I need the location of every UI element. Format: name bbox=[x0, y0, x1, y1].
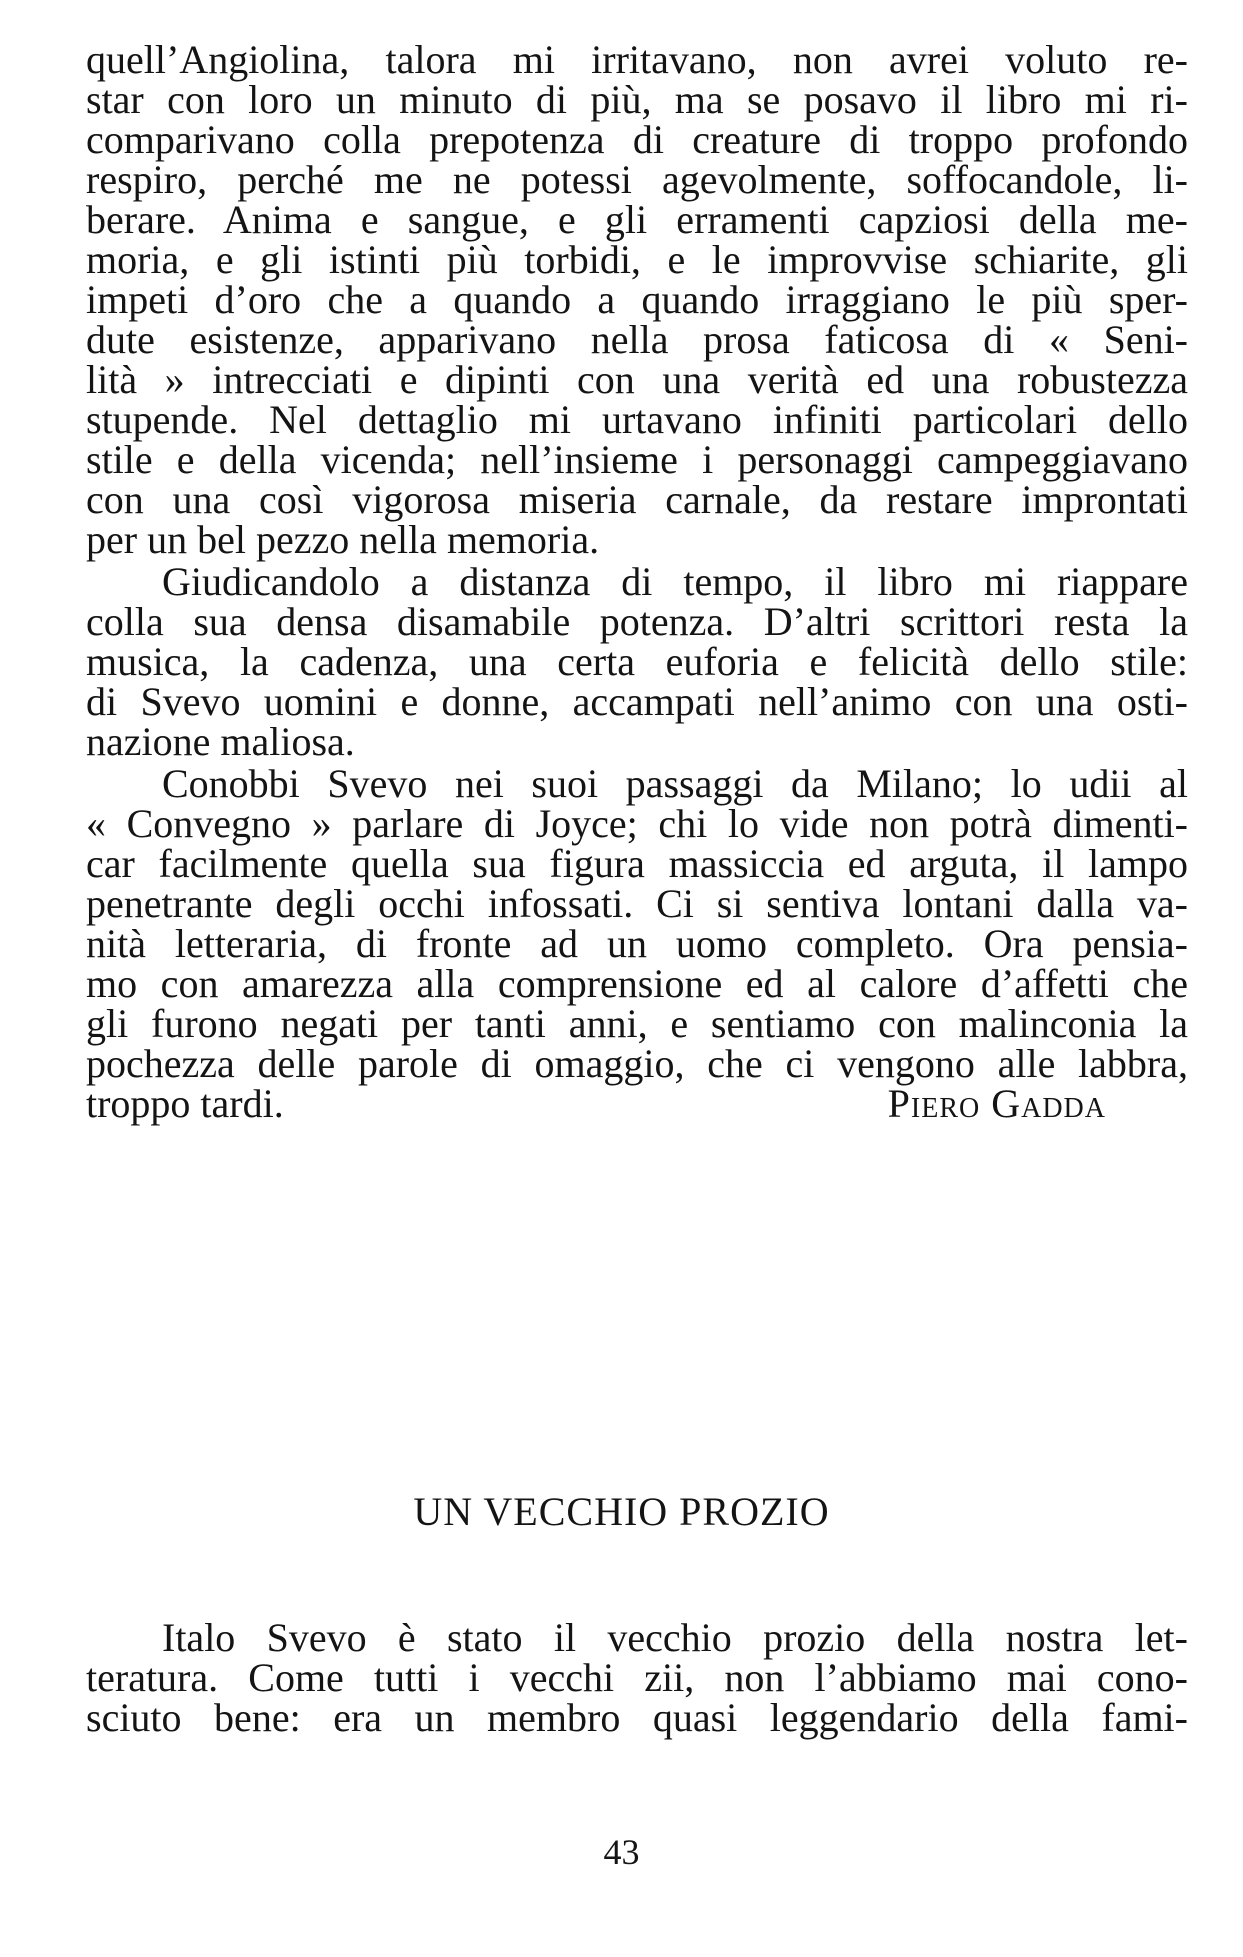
text-line: respiro, perché me ne potessi agevolmente, soffocandole, li- bbox=[86, 157, 1188, 202]
text-line: « Convegno » parlare di Joyce; chi lo vide non potrà dimenti- bbox=[86, 801, 1188, 846]
text-line: per un bel pezzo nella memoria. bbox=[86, 517, 600, 562]
text-line: Italo Svevo è stato il vecchio prozio della nostra let- bbox=[162, 1615, 1188, 1660]
text-line: dute esistenze, apparivano nella prosa faticosa di « Seni- bbox=[86, 317, 1188, 362]
text-line: di Svevo uomini e donne, accampati nell’animo con una osti- bbox=[86, 679, 1188, 724]
text-line: musica, la cadenza, una certa euforia e felicità dello stile: bbox=[86, 639, 1188, 684]
text-line: Conobbi Svevo nei suoi passaggi da Milano; lo udii al bbox=[162, 761, 1188, 806]
text-line: car facilmente quella sua figura massiccia ed arguta, il lampo bbox=[86, 841, 1188, 886]
text-line: colla sua densa disamabile potenza. D’altri scrittori resta la bbox=[86, 599, 1188, 644]
text-line: moria, e gli istinti più torbidi, e le improvvise schiarite, gli bbox=[86, 237, 1188, 282]
text-line: quell’Angiolina, talora mi irritavano, non avrei voluto re- bbox=[86, 37, 1188, 82]
text-line: pochezza delle parole di omaggio, che ci vengono alle labbra, bbox=[86, 1041, 1188, 1086]
text-line: impeti d’oro che a quando a quando irraggiano le più sper- bbox=[86, 277, 1188, 322]
text-line: stile e della vicenda; nell’insieme i personaggi campeggiavano bbox=[86, 437, 1188, 482]
text-line: con una così vigorosa miseria carnale, da restare improntati bbox=[86, 477, 1188, 522]
text-line: nazione maliosa. bbox=[86, 719, 355, 764]
text-line: stupende. Nel dettaglio mi urtavano infiniti particolari dello bbox=[86, 397, 1188, 442]
page-number: 43 bbox=[603, 1832, 640, 1872]
text-line: berare. Anima e sangue, e gli erramenti capziosi della me- bbox=[86, 197, 1188, 242]
author-signature: Piero Gadda bbox=[887, 1081, 1106, 1126]
text-line: Giudicandolo a distanza di tempo, il libro mi riappare bbox=[162, 559, 1188, 604]
text-line: teratura. Come tutti i vecchi zii, non l’abbiamo mai cono- bbox=[86, 1655, 1188, 1700]
text-line: lità » intrecciati e dipinti con una verità ed una robustezza bbox=[86, 357, 1188, 402]
text-line: gli furono negati per tanti anni, e sentiamo con malinconia la bbox=[86, 1001, 1188, 1046]
text-line: sciuto bene: era un membro quasi leggendario della fami- bbox=[86, 1695, 1188, 1740]
section-title: UN VECCHIO PROZIO bbox=[413, 1489, 830, 1534]
text-line: penetrante degli occhi infossati. Ci si sentiva lontani dalla va- bbox=[86, 881, 1188, 926]
text-line: troppo tardi. bbox=[86, 1081, 284, 1126]
text-line: nità letteraria, di fronte ad un uomo completo. Ora pensia- bbox=[86, 921, 1188, 966]
text-line: mo con amarezza alla comprensione ed al calore d’affetti che bbox=[86, 961, 1188, 1006]
text-line: comparivano colla prepotenza di creature di troppo profondo bbox=[86, 117, 1188, 162]
text-line: star con loro un minuto di più, ma se posavo il libro mi ri- bbox=[86, 77, 1188, 122]
